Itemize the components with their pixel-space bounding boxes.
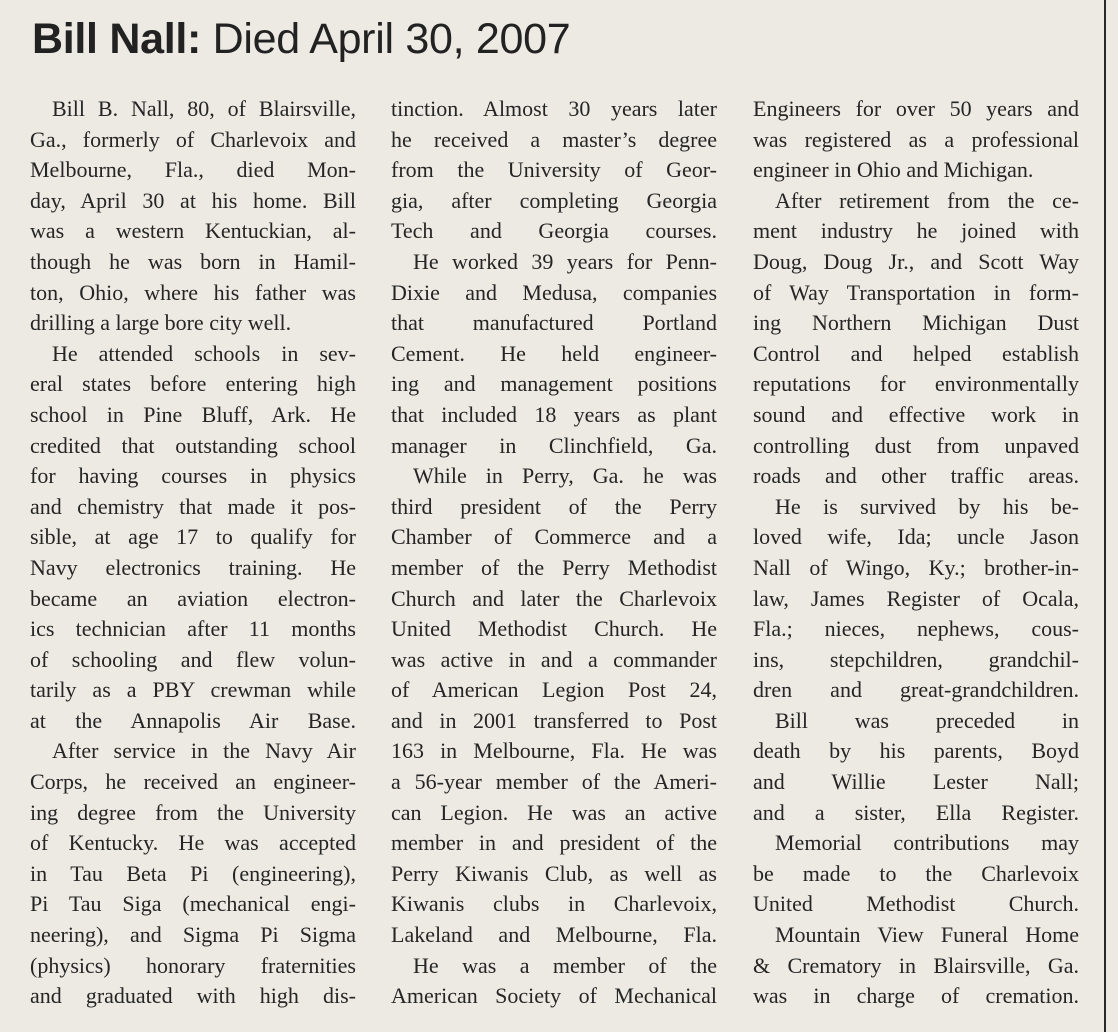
text-line: a 56-year member of the Ameri- (391, 769, 717, 795)
text-line: of Way Transportation in form- (753, 279, 1079, 305)
text-line: became an aviation electron- (30, 585, 356, 611)
text-line: of American Legion Post 24, (391, 677, 717, 703)
text-line: law, James Register of Ocala, (753, 585, 1079, 611)
headline-subtitle: Died April 30, 2007 (201, 15, 571, 63)
text-line: (physics) honorary fraternities (30, 952, 356, 978)
text-line: Bill was preceded in (775, 707, 1079, 733)
text-line: ing and management positions (391, 371, 717, 397)
text-line: and a sister, Ella Register. (753, 799, 1079, 825)
text-line: & Crematory in Blairsville, Ga. (753, 952, 1079, 978)
text-line: from the University of Geor- (391, 157, 717, 183)
text-line: Kiwanis clubs in Charlevoix, (391, 891, 717, 917)
text-line: Church and later the Charlevoix (391, 585, 717, 611)
text-line: and Willie Lester Nall; (753, 769, 1079, 795)
text-line: ment industry he joined with (753, 218, 1079, 244)
text-line: American Society of Mechanical (391, 983, 717, 1009)
text-line: Engineers for over 50 years and (753, 96, 1079, 121)
text-line: he received a master’s degree (391, 126, 717, 152)
text-column-1 (30, 94, 356, 1018)
text-line: Fla.; nieces, nephews, cous- (753, 616, 1079, 642)
column-rule (1104, 0, 1106, 1032)
text-line: day, April 30 at his home. Bill (30, 187, 356, 213)
text-line: for having courses in physics (30, 463, 356, 489)
text-line: that included 18 years as plant (391, 401, 717, 427)
text-column-3 (753, 94, 1079, 1018)
text-line: and in 2001 transferred to Post (391, 707, 717, 733)
text-line: neering), and Sigma Pi Sigma (30, 922, 356, 948)
text-line: He was a member of the (413, 952, 717, 978)
text-column-2 (391, 94, 717, 1018)
text-line: can Legion. He was an active (391, 799, 717, 825)
headline-name: Bill Nall: (32, 15, 202, 63)
text-line: Nall of Wingo, Ky.; brother-in- (753, 554, 1079, 580)
text-line: eral states before entering high (30, 371, 356, 397)
text-line: After retirement from the ce- (775, 187, 1079, 213)
text-line: reputations for environmentally (753, 371, 1079, 397)
text-line: and chemistry that made it pos- (30, 493, 356, 519)
text-line: ing degree from the University (30, 799, 356, 825)
text-line: gia, after completing Georgia (391, 187, 717, 213)
text-line: Perry Kiwanis Club, as well as (391, 860, 717, 886)
text-line: Lakeland and Melbourne, Fla. (391, 922, 717, 948)
text-line: of Kentucky. He was accepted (30, 830, 356, 856)
text-line: engineer in Ohio and Michigan. (753, 157, 1034, 183)
text-line: While in Perry, Ga. he was (413, 463, 717, 489)
text-line: controlling dust from unpaved (753, 432, 1079, 458)
text-line: school in Pine Bluff, Ark. He (30, 401, 356, 427)
text-line: tinction. Almost 30 years later (391, 96, 717, 121)
text-line: He worked 39 years for Penn- (413, 248, 717, 274)
text-line: sound and effective work in (753, 401, 1079, 427)
text-line: in Tau Beta Pi (engineering), (30, 860, 356, 886)
text-line: ics technician after 11 months (30, 616, 356, 642)
text-line: be made to the Charlevoix (753, 860, 1079, 886)
text-line: sible, at age 17 to qualify for (30, 524, 356, 550)
obituary-headline (32, 10, 570, 68)
text-line: credited that outstanding school (30, 432, 356, 458)
text-line: Cement. He held engineer- (391, 340, 717, 366)
text-line: Corps, he received an engineer- (30, 769, 356, 795)
text-line: drilling a large bore city well. (30, 310, 292, 336)
text-line: Doug, Doug Jr., and Scott Way (753, 248, 1079, 274)
text-line: was a western Kentuckian, al- (30, 218, 356, 244)
text-line: ton, Ohio, where his father was (30, 279, 356, 305)
text-line: manager in Clinchfield, Ga. (391, 432, 717, 458)
text-line: roads and other traffic areas. (753, 463, 1079, 489)
text-line: Pi Tau Siga (mechanical engi- (30, 891, 356, 917)
text-line: Melbourne, Fla., died Mon- (30, 157, 356, 183)
text-line: He attended schools in sev- (52, 340, 356, 366)
text-line: of schooling and flew volun- (30, 646, 356, 672)
text-line: Navy electronics training. He (30, 554, 356, 580)
text-line: Dixie and Medusa, companies (391, 279, 717, 305)
text-line: Control and helped establish (753, 340, 1079, 366)
text-line: loved wife, Ida; uncle Jason (753, 524, 1079, 550)
text-line: that manufactured Portland (391, 310, 717, 336)
text-line: ing Northern Michigan Dust (753, 310, 1079, 336)
text-line: Bill B. Nall, 80, of Blairsville, (52, 96, 356, 121)
text-line: United Methodist Church. He (391, 616, 717, 642)
text-line: Mountain View Funeral Home (775, 922, 1079, 948)
text-line: member in and president of the (391, 830, 717, 856)
text-line: death by his parents, Boyd (753, 738, 1079, 764)
text-line: dren and great-grandchildren. (753, 677, 1079, 703)
text-line: He is survived by his be- (775, 493, 1079, 519)
text-line: United Methodist Church. (753, 891, 1079, 917)
text-line: 163 in Melbourne, Fla. He was (391, 738, 717, 764)
text-line: third president of the Perry (391, 493, 717, 519)
text-line: was active in and a commander (391, 646, 717, 672)
text-line: member of the Perry Methodist (391, 554, 717, 580)
text-line: Memorial contributions may (775, 830, 1079, 856)
text-line: and graduated with high dis- (30, 983, 356, 1009)
text-line: Tech and Georgia courses. (391, 218, 717, 244)
text-line: tarily as a PBY crewman while (30, 677, 356, 703)
text-line: After service in the Navy Air (52, 738, 356, 764)
text-line: though he was born in Hamil- (30, 248, 356, 274)
text-line: Chamber of Commerce and a (391, 524, 717, 550)
text-line: was in charge of cremation. (753, 983, 1079, 1009)
text-line: at the Annapolis Air Base. (30, 707, 356, 733)
text-line: was registered as a professional (753, 126, 1079, 152)
text-line: Ga., formerly of Charlevoix and (30, 126, 356, 152)
text-line: ins, stepchildren, grandchil- (753, 646, 1079, 672)
